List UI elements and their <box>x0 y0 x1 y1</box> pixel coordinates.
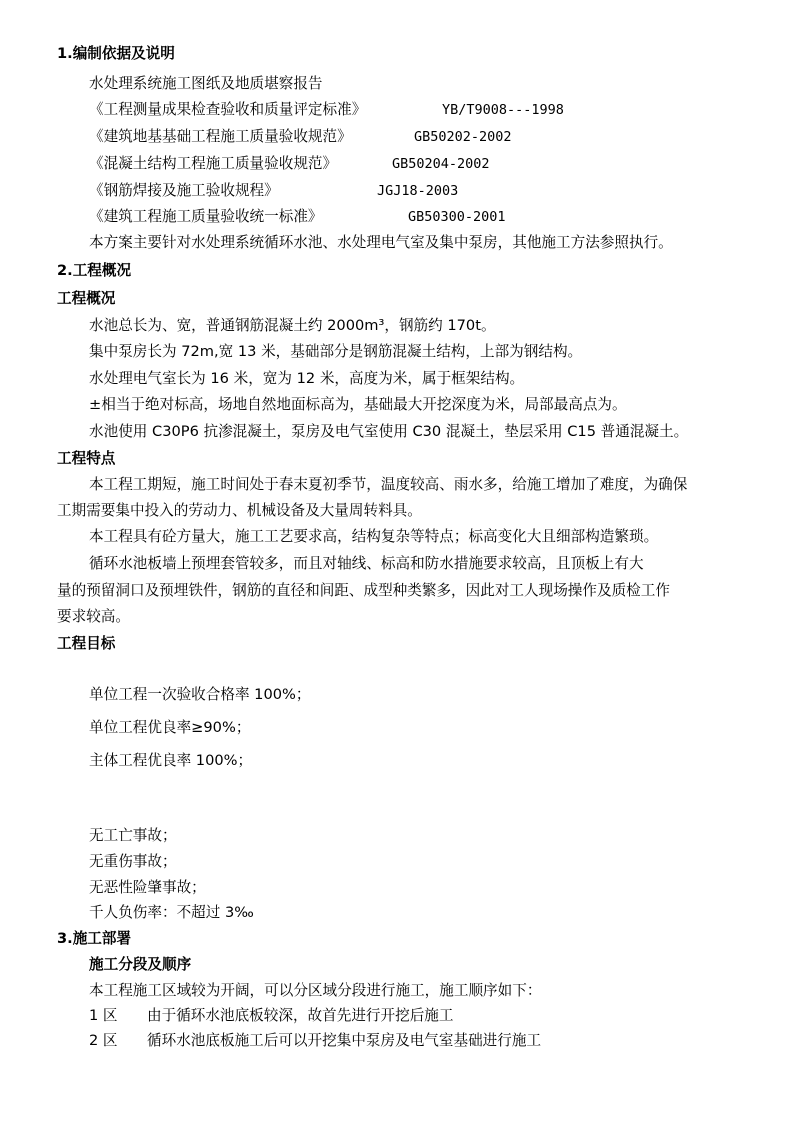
quality-goal: 单位工程一次验收合格率 100%； <box>89 686 311 703</box>
zone-row <box>89 1031 542 1051</box>
section-3-heading: 3.施工部署 <box>57 930 132 947</box>
safety-goal: 无工亡事故； <box>89 827 177 844</box>
overview-title: 工程概况 <box>57 290 116 307</box>
phasing-title: 施工分段及顺序 <box>89 956 192 973</box>
basis-code: YB/T9008---1998 <box>442 102 564 118</box>
phasing-intro: 本工程施工区域较为开阔，可以分区域分段进行施工，施工顺序如下： <box>89 982 542 999</box>
features-line: 量的预留洞口及预埋铁件，钢筋的直径和间距、成型种类繁多，因此对工人现场操作及质检工作 <box>57 582 670 599</box>
basis-item <box>89 127 512 147</box>
scope-note: 本方案主要针对水处理系统循环水池、水处理电气室及集中泵房，其他施工方法参照执行。 <box>89 234 673 251</box>
zone-desc: 由于循环水池底板较深，故首先进行开挖后施工 <box>147 1007 454 1024</box>
goals-title: 工程目标 <box>57 635 116 652</box>
zone-desc: 循环水池底板施工后可以开挖集中泵房及电气室基础进行施工 <box>147 1032 542 1049</box>
basis-code: JGJ18-2003 <box>377 183 459 199</box>
basis-name: 《工程测量成果检查验收和质量评定标准》 <box>89 101 367 118</box>
section-2-heading: 2.工程概况 <box>57 262 132 279</box>
zone-row <box>89 1006 454 1026</box>
basis-item <box>89 207 506 227</box>
overview-line: 水池总长为、宽，普通钢筋混凝土约 2000m³，钢筋约 170t。 <box>89 317 496 334</box>
basis-code: GB50300-2001 <box>408 209 506 225</box>
overview-line: 水池使用 C30P6 抗渗混凝土，泵房及电气室使用 C30 混凝土，垫层采用 C15 普通混凝土。 <box>89 423 689 440</box>
quality-goal: 主体工程优良率 100%； <box>89 752 253 769</box>
features-line: 本工程具有砼方量大，施工工艺要求高，结构复杂等特点；标高变化大且细部构造繁琐。 <box>89 528 659 545</box>
features-line: 工期需要集中投入的劳动力、机械设备及大量周转料具。 <box>57 502 422 519</box>
features-title: 工程特点 <box>57 450 116 467</box>
features-line: 循环水池板墙上预埋套管较多，而且对轴线、标高和防水措施要求较高，且顶板上有大 <box>89 555 644 572</box>
overview-line: 水处理电气室长为 16 米，宽为 12 米，高度为米，属于框架结构。 <box>89 370 525 387</box>
basis-name: 《混凝土结构工程施工质量验收规范》 <box>89 155 338 172</box>
basis-name: 《建筑工程施工质量验收统一标准》 <box>89 208 323 225</box>
basis-item <box>89 100 564 120</box>
zone-label: 2 区 <box>89 1032 118 1049</box>
overview-line: ±相当于绝对标高，场地自然地面标高为，基础最大开挖深度为米，局部最高点为。 <box>89 396 627 413</box>
features-line: 要求较高。 <box>57 608 130 625</box>
safety-goal: 无重伤事故； <box>89 853 177 870</box>
basis-name: 水处理系统施工图纸及地质堪察报告 <box>89 75 323 92</box>
basis-item <box>89 74 323 94</box>
overview-line: 集中泵房长为 72m,宽 13 米，基础部分是钢筋混凝土结构，上部为钢结构。 <box>89 343 583 360</box>
safety-goal: 千人负伤率：不超过 3‰ <box>89 904 254 921</box>
quality-goal: 单位工程优良率≥90%； <box>89 719 251 736</box>
safety-goal: 无恶性险肇事故； <box>89 879 206 896</box>
features-line: 本工程工期短，施工时间处于春末夏初季节，温度较高、雨水多，给施工增加了难度，为确保 <box>89 476 688 493</box>
basis-code: GB50204-2002 <box>392 156 490 172</box>
basis-name: 《建筑地基基础工程施工质量验收规范》 <box>89 128 352 145</box>
basis-item <box>89 181 459 201</box>
section-1-heading: 1.编制依据及说明 <box>57 45 175 62</box>
zone-label: 1 区 <box>89 1007 118 1024</box>
basis-name: 《钢筋焊接及施工验收规程》 <box>89 182 279 199</box>
basis-code: GB50202-2002 <box>414 129 512 145</box>
basis-item <box>89 154 490 174</box>
